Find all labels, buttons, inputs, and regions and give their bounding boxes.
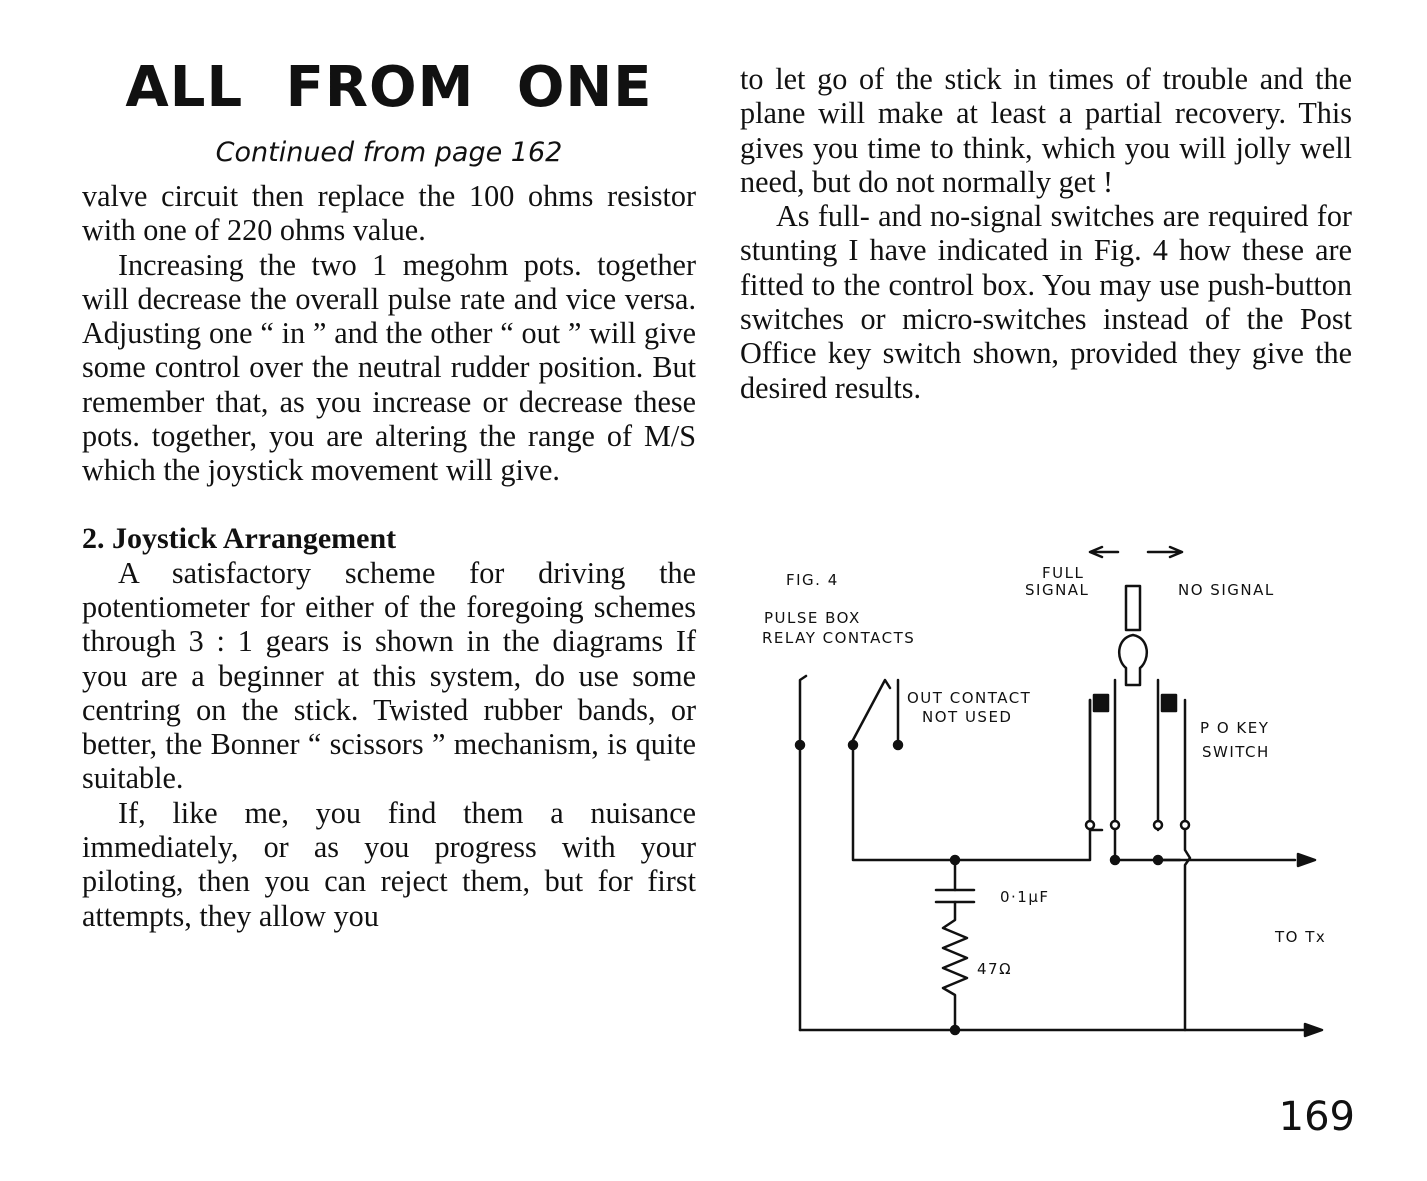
key-cam [1119,635,1147,685]
right-column [740,62,1352,405]
paragraph: Increasing the two 1 megohm pots. together will decrease the overall pulse rate and vice versa. Adjusting one “ in ” and the other “ out ” will give some control over the neutral rudder position. But remember that, as you increase or decrease these pots. together, you are altering the range of M/S which the joystick movement will give. [82,247,696,488]
terminal [1181,821,1189,829]
no-signal-label: NO SIGNAL [1178,581,1275,599]
resistor-label: 47Ω [977,960,1013,978]
paragraph: valve circuit then replace the 100 ohms resistor with one of 220 ohms value. [82,179,696,248]
key-center-left [1115,680,1295,860]
relay-contacts-label: RELAY CONTACTS [762,629,916,647]
key-left-spring [1090,700,1102,830]
paragraph: If, like me, you find them a nuisance immediately, or as you progress with your piloting, then you can reject them, but for first attempts, they allow you [82,795,696,933]
section-heading: 2. Joystick Arrangement [82,521,397,555]
junction [1154,856,1162,864]
left-column [82,55,696,933]
full-label: FULL [1042,564,1085,582]
arrow-right [1148,547,1182,557]
relay-arm [853,680,890,740]
output-arrow [1298,854,1315,866]
circuit-diagram [750,540,1370,1060]
terminal [1111,821,1119,829]
left-relay-wire [800,676,806,1030]
arrow-left [1090,547,1118,557]
figure-label: FIG. 4 [786,571,839,589]
pulse-box-label: PULSE BOX [764,609,861,627]
key-contact-right [1162,695,1176,711]
signal-label: SIGNAL [1025,581,1090,599]
switch-label: SWITCH [1202,743,1270,761]
junction [894,741,902,749]
paragraph: to let go of the stick in times of trouble and the plane will make at least a partial recovery. This gives you time to think, which you will jolly well need, but do not normally get ! [740,62,1352,199]
junction [796,741,804,749]
paragraph: A satisfactory scheme for driving the potentiometer for either of the foregoing schemes through 3 : 1 gears is shown in the diagrams If you are a beginner at this system, do use some centring on the stick. Twisted rubber bands, or better, the Bonner “ scissors ” mechanism, is quite suitable. [82,555,696,796]
terminal [1154,821,1162,829]
key-right-spring [1185,700,1190,1030]
junction [1111,856,1119,864]
terminal [1086,821,1094,829]
not-used-label: NOT USED [922,708,1013,726]
resistor-zigzag [943,902,967,1030]
key-contact-left [1094,695,1108,711]
page-number: 169 [1278,1094,1355,1140]
output-label: TO Tx [1275,928,1327,946]
bottom-arrow [1305,1024,1322,1036]
capacitor-label: 0·1μF [1000,888,1050,906]
junction [951,856,959,864]
key-lever [1126,586,1140,630]
po-key-label: P O KEY [1200,719,1270,737]
junction [849,741,857,749]
junction [951,1026,959,1034]
article-title: ALL FROM ONE [125,55,653,120]
paragraph: As full- and no-signal switches are required for stunting I have indicated in Fig. 4 how these are fitted to the control box. You may use push-button switches or micro-switches instead of the Post Office key switch shown, provided they give the desired results. [740,199,1352,405]
circuit-diagram-svg [750,540,1370,1060]
article-subtitle: Continued from page 162 [215,137,563,168]
out-contact-label: OUT CONTACT [907,689,1032,707]
